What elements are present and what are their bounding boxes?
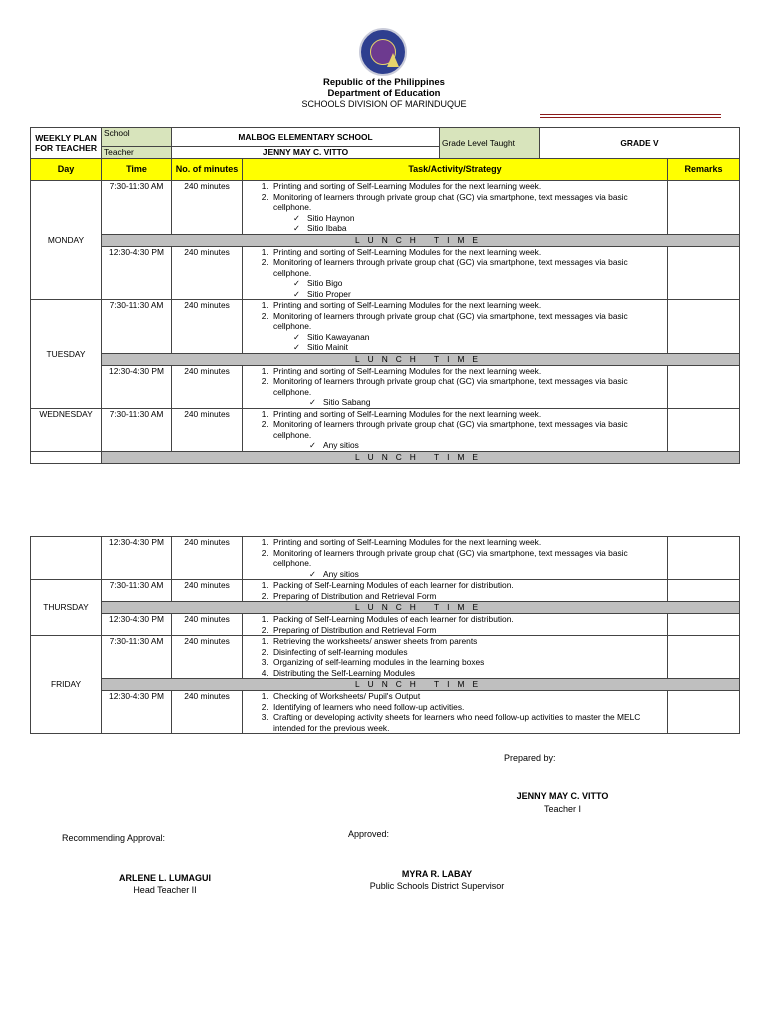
sitio-item: ✓ Any sitios	[245, 569, 665, 580]
minutes-cell: 240 minutes	[172, 365, 243, 408]
task-cell	[243, 691, 668, 734]
day-cell-empty	[31, 451, 102, 463]
grade-value: GRADE V	[540, 128, 740, 159]
remarks-cell	[668, 181, 740, 235]
recommending-label: Recommending Approval:	[62, 833, 166, 843]
school-value: MALBOG ELEMENTARY SCHOOL	[172, 128, 440, 147]
minutes-cell: 240 minutes	[172, 246, 243, 300]
lunch-row: LUNCH TIME	[102, 234, 740, 246]
task-item: 2. Monitoring of learners through private group chat (GC) via smartphone, text messages via basic cellphone.	[271, 419, 665, 440]
sitio-item: ✓ Sitio Kawayanan	[245, 332, 665, 343]
minutes-cell: 240 minutes	[172, 580, 243, 602]
table-row	[31, 580, 740, 602]
sitio-item: ✓ Any sitios	[245, 440, 665, 451]
minutes-cell: 240 minutes	[172, 181, 243, 235]
time-cell: 12:30-4:30 PM	[102, 691, 172, 734]
day-monday: MONDAY	[31, 181, 102, 300]
header-republic: Republic of the Philippines	[323, 77, 445, 88]
remarks-cell	[668, 636, 740, 679]
table-row	[31, 246, 740, 300]
task-item: 1. Packing of Self-Learning Modules of each learner for distribution.	[271, 580, 665, 591]
task-item: 1. Printing and sorting of Self-Learning Modules for the next learning week.	[271, 300, 665, 311]
weekly-plan-table-part1	[30, 127, 740, 464]
time-cell: 7:30-11:30 AM	[102, 300, 172, 354]
time-cell: 12:30-4:30 PM	[102, 246, 172, 300]
task-cell	[243, 537, 668, 580]
task-cell	[243, 408, 668, 451]
task-cell	[243, 181, 668, 235]
remarks-cell	[668, 537, 740, 580]
day-cell-empty	[31, 537, 102, 580]
plan-label: WEEKLY PLAN FOR TEACHER	[31, 128, 102, 159]
task-item: 1. Printing and sorting of Self-Learning Modules for the next learning week.	[271, 247, 665, 258]
minutes-cell: 240 minutes	[172, 300, 243, 354]
day-wednesday: WEDNESDAY	[31, 408, 102, 451]
table-row	[31, 691, 740, 734]
time-cell: 7:30-11:30 AM	[102, 580, 172, 602]
task-cell	[243, 614, 668, 636]
lunch-row: LUNCH TIME	[102, 679, 740, 691]
teacher-label: Teacher	[102, 147, 172, 159]
lunch-row: LUNCH TIME	[102, 451, 740, 463]
task-item: 4. Distributing the Self-Learning Modules	[271, 668, 665, 679]
task-item: 1. Retrieving the worksheets/ answer sheets from parents	[271, 636, 665, 647]
col-header-day: Day	[31, 159, 102, 181]
task-item: 1. Packing of Self-Learning Modules of each learner for distribution.	[271, 614, 665, 625]
header-department: Department of Education	[327, 88, 441, 99]
task-item: 2. Monitoring of learners through private group chat (GC) via smartphone, text messages via basic cellphone.	[271, 311, 665, 332]
col-header-remarks: Remarks	[668, 159, 740, 181]
task-item: 2. Monitoring of learners through private group chat (GC) via smartphone, text messages via basic cellphone.	[271, 376, 665, 397]
lunch-row: LUNCH TIME	[102, 602, 740, 614]
task-item: 2. Identifying of learners who need follow-up activities.	[271, 702, 665, 713]
sitio-item: ✓ Sitio Mainit	[245, 342, 665, 353]
lunch-row: LUNCH TIME	[102, 353, 740, 365]
task-item: 2. Monitoring of learners through private group chat (GC) via smartphone, text messages via basic cellphone.	[271, 257, 665, 278]
approved-name: MYRA R. LABAY	[401, 869, 473, 879]
minutes-cell: 240 minutes	[172, 537, 243, 580]
remarks-cell	[668, 691, 740, 734]
col-header-time: Time	[102, 159, 172, 181]
task-item: 2. Monitoring of learners through private group chat (GC) via smartphone, text messages via basic cellphone.	[271, 548, 665, 569]
header-rule-bottom	[540, 117, 721, 118]
task-item: 1. Checking of Worksheets/ Pupil's Output	[271, 691, 665, 702]
header-rule-top	[540, 114, 721, 115]
remarks-cell	[668, 580, 740, 602]
task-item: 3. Organizing of self-learning modules in the learning boxes	[271, 657, 665, 668]
task-item: 2. Monitoring of learners through private group chat (GC) via smartphone, text messages via basic cellphone.	[271, 192, 665, 213]
table-row	[31, 408, 740, 451]
task-item: 1. Printing and sorting of Self-Learning Modules for the next learning week.	[271, 366, 665, 377]
prepared-label: Prepared by:	[504, 753, 556, 763]
task-cell	[243, 580, 668, 602]
grade-label: Grade Level Taught	[440, 128, 540, 159]
header-division: SCHOOLS DIVISION OF MARINDUQUE	[301, 99, 467, 109]
sitio-item: ✓ Sitio Proper	[245, 289, 665, 300]
time-cell: 12:30-4:30 PM	[102, 537, 172, 580]
table-row	[31, 537, 740, 580]
day-thursday: THURSDAY	[31, 580, 102, 636]
task-item: 1. Printing and sorting of Self-Learning Modules for the next learning week.	[271, 537, 665, 548]
sitio-item: ✓ Sitio Sabang	[245, 397, 665, 408]
col-header-minutes: No. of minutes	[172, 159, 243, 181]
minutes-cell: 240 minutes	[172, 636, 243, 679]
table-row	[31, 365, 740, 408]
col-header-task: Task/Activity/Strategy	[243, 159, 668, 181]
recommending-name: ARLENE L. LUMAGUI	[119, 873, 211, 883]
remarks-cell	[668, 408, 740, 451]
teacher-value: JENNY MAY C. VITTO	[172, 147, 440, 159]
task-item: 3. Crafting or developing activity sheets for learners who need follow-up activities to master the MELC intended for the previous week.	[271, 712, 665, 733]
day-tuesday: TUESDAY	[31, 300, 102, 409]
remarks-cell	[668, 365, 740, 408]
minutes-cell: 240 minutes	[172, 408, 243, 451]
time-cell: 7:30-11:30 AM	[102, 181, 172, 235]
deped-seal-logo	[359, 28, 407, 76]
task-cell	[243, 300, 668, 354]
time-cell: 12:30-4:30 PM	[102, 365, 172, 408]
weekly-plan-table-part2	[30, 536, 740, 734]
table-row	[31, 181, 740, 235]
task-cell	[243, 636, 668, 679]
time-cell: 12:30-4:30 PM	[102, 614, 172, 636]
recommending-title: Head Teacher II	[133, 885, 197, 895]
table-row	[31, 300, 740, 354]
prepared-title: Teacher I	[543, 804, 582, 814]
sitio-item: ✓ Sitio Bigo	[245, 278, 665, 289]
task-item: 1. Printing and sorting of Self-Learning Modules for the next learning week.	[271, 409, 665, 420]
remarks-cell	[668, 246, 740, 300]
day-friday: FRIDAY	[31, 636, 102, 734]
sitio-item: ✓ Sitio Haynon	[245, 213, 665, 224]
task-item: 2. Preparing of Distribution and Retrieval Form	[271, 591, 665, 602]
task-item: 2. Disinfecting of self-learning modules	[271, 647, 665, 658]
time-cell: 7:30-11:30 AM	[102, 636, 172, 679]
approved-label: Approved:	[348, 829, 390, 839]
time-cell: 7:30-11:30 AM	[102, 408, 172, 451]
remarks-cell	[668, 300, 740, 354]
remarks-cell	[668, 614, 740, 636]
task-cell	[243, 365, 668, 408]
task-item: 2. Preparing of Distribution and Retrieval Form	[271, 625, 665, 636]
approved-title: Public Schools District Supervisor	[369, 881, 505, 891]
task-cell	[243, 246, 668, 300]
minutes-cell: 240 minutes	[172, 614, 243, 636]
sitio-item: ✓ Sitio Ibaba	[245, 223, 665, 234]
school-label: School	[102, 128, 172, 147]
task-item: 1. Printing and sorting of Self-Learning Modules for the next learning week.	[271, 181, 665, 192]
prepared-name: JENNY MAY C. VITTO	[516, 791, 609, 801]
table-row	[31, 636, 740, 679]
table-row	[31, 614, 740, 636]
minutes-cell: 240 minutes	[172, 691, 243, 734]
